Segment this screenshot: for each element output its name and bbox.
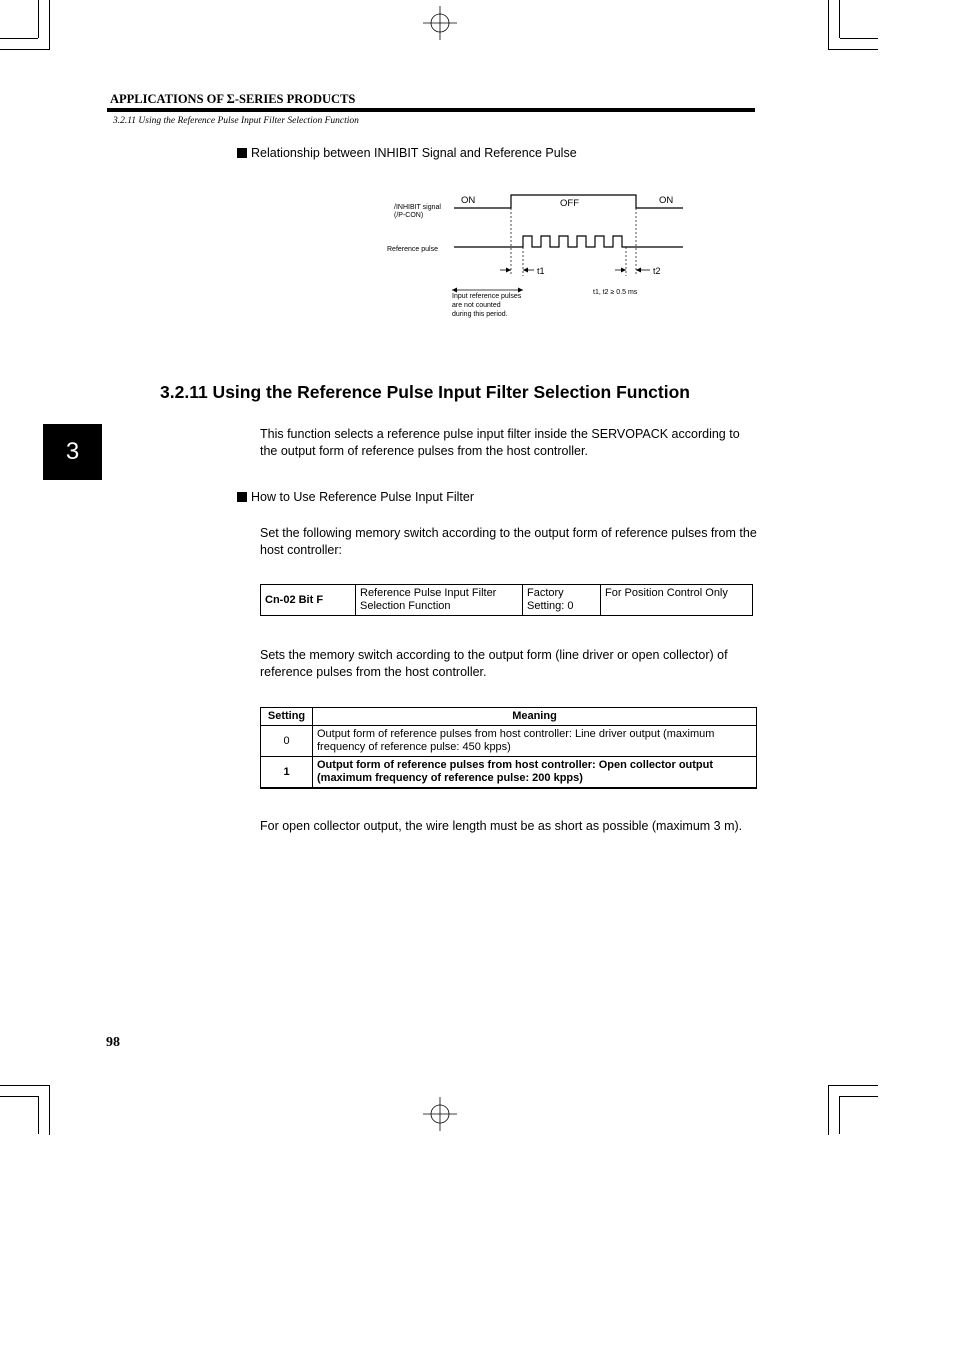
section-title: 3.2.11 Using the Reference Pulse Input Filter Selection Function xyxy=(160,382,690,402)
sets-paragraph: Sets the memory switch according to the output form (line driver or open collector) of reference pulses from the host controller. xyxy=(260,648,728,679)
setting-value-cell: 1 xyxy=(261,757,313,789)
reference-pulse-waveform xyxy=(454,236,683,247)
period-note-line1: Input reference pulses xyxy=(452,293,522,300)
setting-header: Setting xyxy=(261,708,313,726)
table-header-row xyxy=(261,708,757,726)
meaning-cell: Output form of reference pulses from host controller: Line driver output (maximum frequency of reference pulse: 450 kpps) xyxy=(313,726,757,757)
square-bullet-icon xyxy=(237,492,247,502)
table-row xyxy=(261,757,757,789)
howto-heading-text: How to Use Reference Pulse Input Filter xyxy=(251,490,475,504)
t1-label: t1 xyxy=(537,266,545,276)
howto-heading xyxy=(237,490,474,504)
inhibit-heading xyxy=(237,146,577,160)
running-header-title: APPLICATIONS OF Σ-SERIES PRODUCTS xyxy=(110,92,356,106)
switch-code-cell: Cn-02 Bit F xyxy=(261,585,356,616)
memory-switch-table xyxy=(260,584,753,616)
meaning-cell: Output form of reference pulses from host controller: Open collector output (maximum frequency of reference pulse: 200 kpps) xyxy=(313,757,757,789)
off-label: OFF xyxy=(560,198,579,209)
open-collector-note: For open collector output, the wire length must be as short as possible (maximum 3 m). xyxy=(260,819,743,833)
intro-paragraph: This function selects a reference pulse input filter inside the SERVOPACK according to the output form of reference pulses from the host controller. xyxy=(260,427,740,458)
pcon-label: (/P-CON) xyxy=(394,212,424,219)
reference-pulse-label: Reference pulse xyxy=(387,246,438,253)
registration-mark-top xyxy=(423,6,457,40)
period-note-line2: are not counted xyxy=(452,302,501,309)
inhibit-signal-label: /INHIBIT signal xyxy=(394,204,441,211)
howto-paragraph: Set the following memory switch according to the output form of reference pulses from the host controller: xyxy=(260,526,757,557)
t2-label: t2 xyxy=(653,266,661,276)
table-row xyxy=(261,585,753,616)
control-mode-cell: For Position Control Only xyxy=(601,585,753,616)
on-right-label: ON xyxy=(659,195,674,206)
registration-mark-bottom xyxy=(423,1097,457,1131)
factory-setting-cell: Factory Setting: 0 xyxy=(523,585,601,616)
period-note-line3: during this period. xyxy=(452,311,508,318)
switch-name-cell: Reference Pulse Input Filter Selection Function xyxy=(356,585,523,616)
square-bullet-icon xyxy=(237,148,247,158)
header-rule xyxy=(107,108,755,112)
inhibit-heading-text: Relationship between INHIBIT Signal and Reference Pulse xyxy=(251,146,577,160)
table-row xyxy=(261,726,757,757)
setting-value-cell: 0 xyxy=(261,726,313,757)
settings-table xyxy=(260,707,757,789)
chapter-tab: 3 xyxy=(43,424,102,480)
meaning-header: Meaning xyxy=(313,708,757,726)
page-number: 98 xyxy=(106,1035,120,1050)
inhibit-timing-diagram xyxy=(380,188,690,323)
on-left-label: ON xyxy=(461,195,476,206)
timing-note: t1, t2 ≥ 0.5 ms xyxy=(593,289,638,296)
running-header-subtitle: 3.2.11 Using the Reference Pulse Input Filter Selection Function xyxy=(113,116,359,126)
